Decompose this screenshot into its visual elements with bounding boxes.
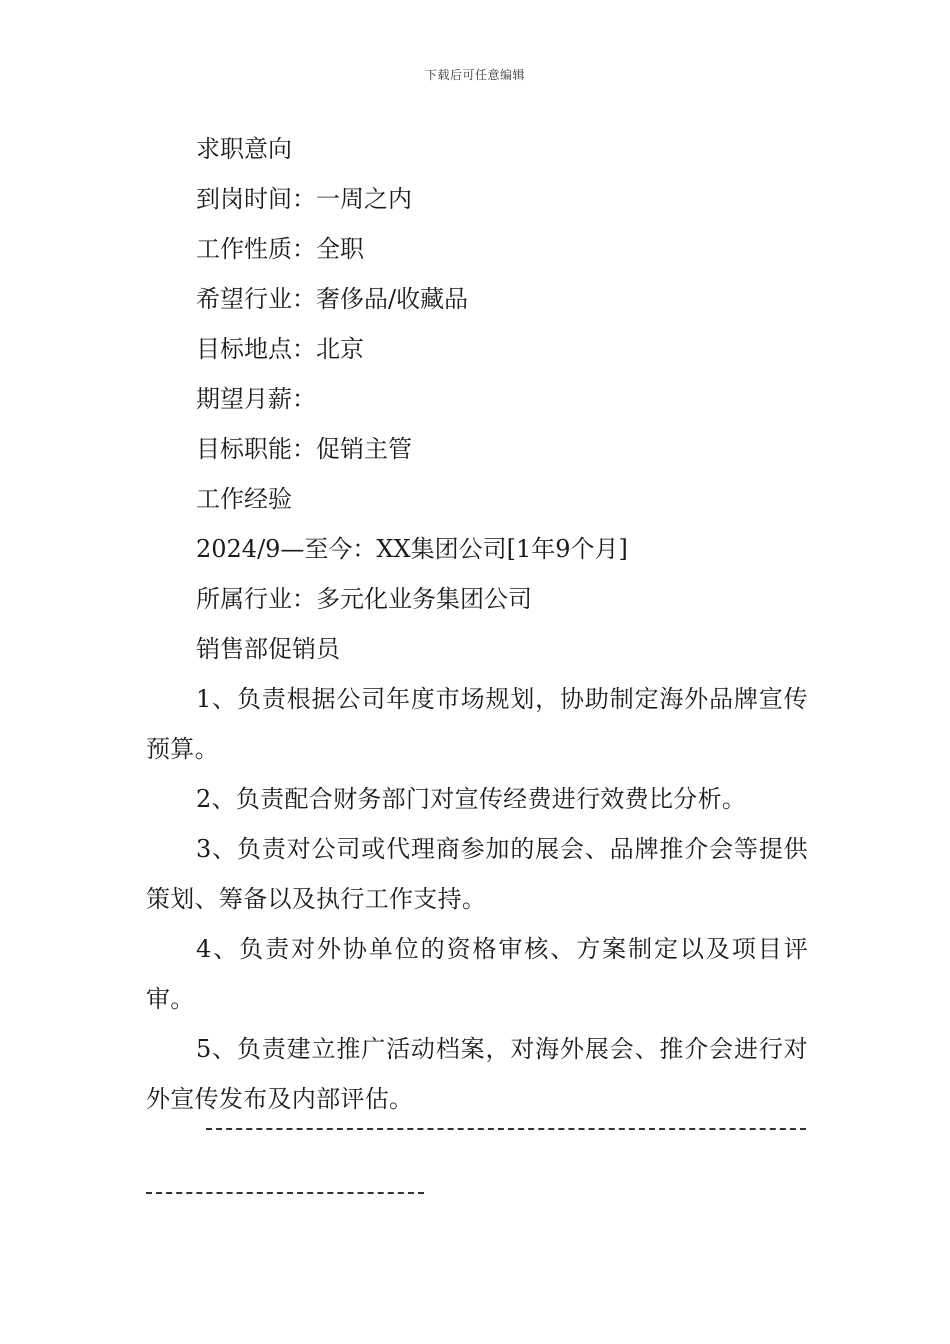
expected-salary: 期望月薪： bbox=[196, 385, 316, 413]
duty-item-2: 2、负责配合财务部门对宣传经费进行效费比分析。 bbox=[196, 785, 747, 813]
desired-industry: 希望行业：奢侈品/收藏品 bbox=[196, 285, 469, 313]
document-body bbox=[146, 124, 808, 1124]
job-type: 工作性质：全职 bbox=[196, 235, 364, 263]
duty-item-4: 4、负责对外协单位的资格审核、方案制定以及项目评审。 bbox=[146, 935, 808, 1013]
employer-industry: 所属行业：多元化业务集团公司 bbox=[196, 585, 532, 613]
section-heading-work-experience: 工作经验 bbox=[196, 485, 292, 513]
duty-item-3: 3、负责对公司或代理商参加的展会、品牌推介会等提供策划、筹备以及执行工作支持。 bbox=[146, 835, 808, 913]
dashed-divider bbox=[206, 1128, 806, 1130]
section-heading-job-intention: 求职意向 bbox=[196, 135, 292, 163]
dashed-divider-continuation bbox=[146, 1192, 424, 1194]
page-header-note: 下载后可任意编辑 bbox=[424, 68, 525, 82]
available-time: 到岗时间：一周之内 bbox=[196, 185, 412, 213]
job-position: 销售部促销员 bbox=[196, 635, 340, 663]
target-location: 目标地点：北京 bbox=[196, 335, 364, 363]
duty-item-1: 1、负责根据公司年度市场规划，协助制定海外品牌宣传预算。 bbox=[146, 685, 808, 763]
employment-period: 2024/9—至今：XX集团公司[1年9个月] bbox=[196, 535, 628, 563]
target-function: 目标职能：促销主管 bbox=[196, 435, 412, 463]
duty-item-5: 5、负责建立推广活动档案，对海外展会、推介会进行对外宣传发布及内部评估。 bbox=[146, 1035, 808, 1113]
